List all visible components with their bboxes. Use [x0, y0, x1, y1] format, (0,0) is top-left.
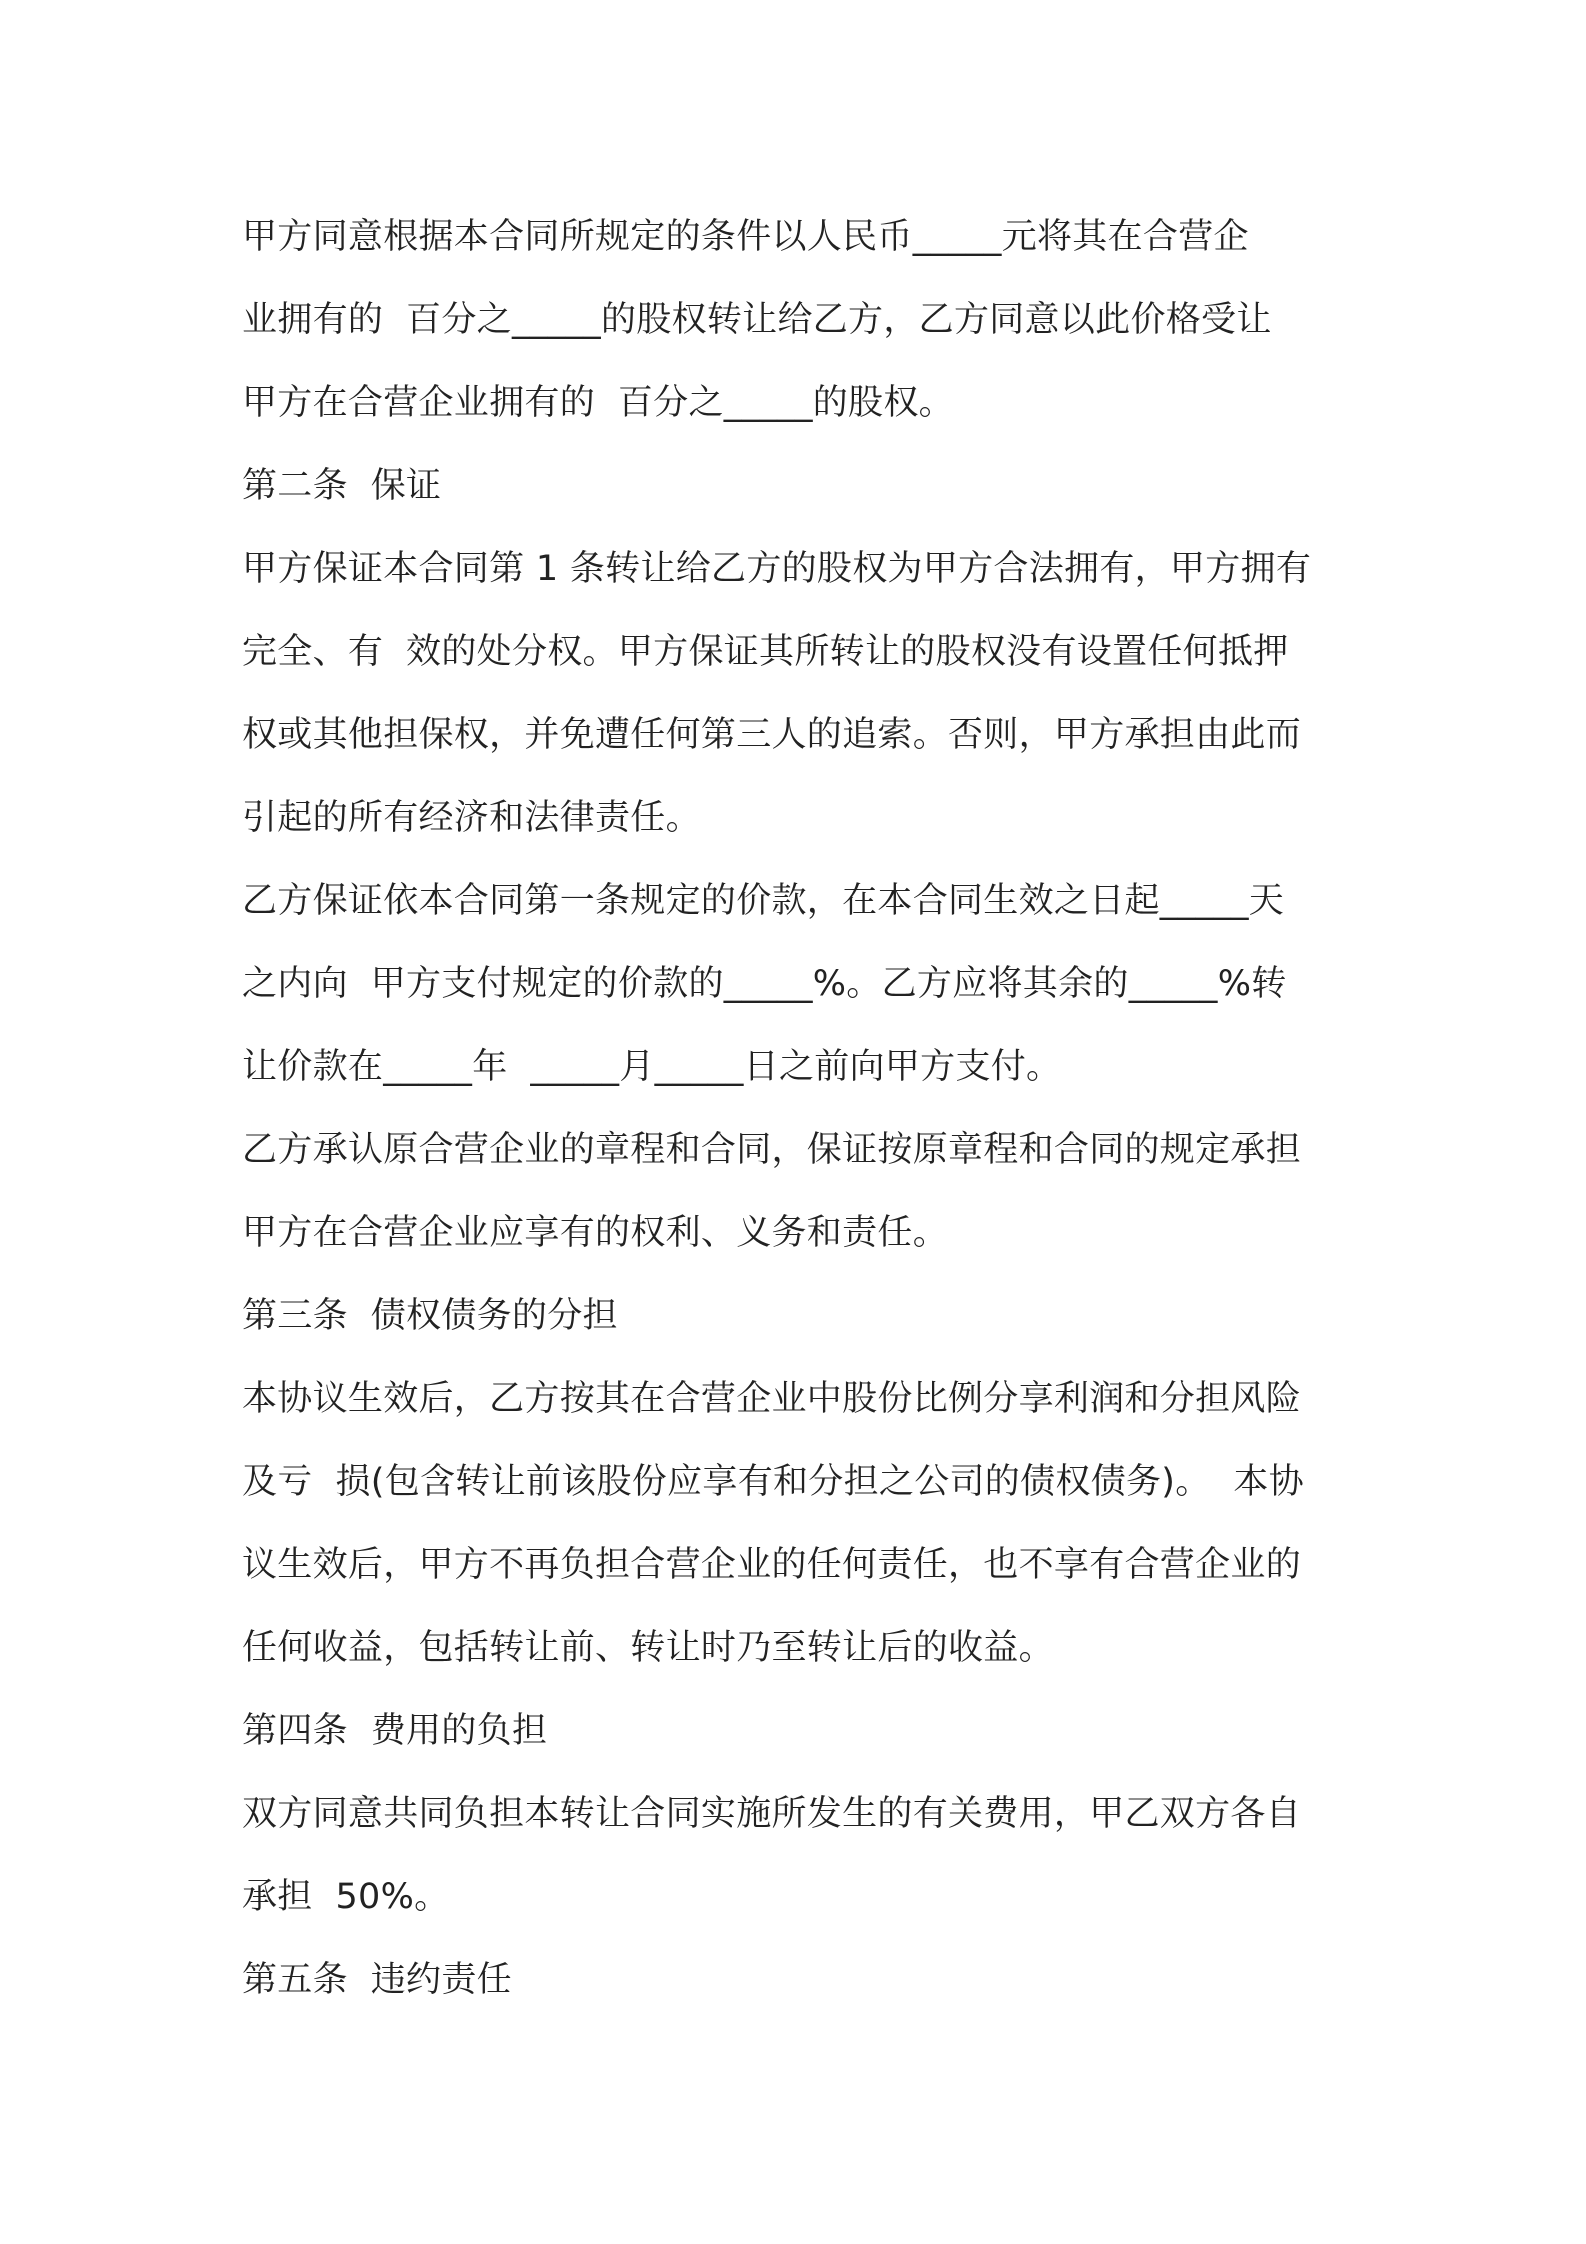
body-line: 双方同意共同负担本转让合同实施所发生的有关费用，甲乙双方各自: [242, 1794, 1302, 1834]
body-line: 乙方承认原合营企业的章程和合同，保证按原章程和合同的规定承担: [242, 1130, 1302, 1170]
body-line: 议生效后，甲方不再负担合营企业的任何责任，也不享有合营企业的: [242, 1545, 1302, 1585]
body-line: 引起的所有经济和法律责任。: [242, 798, 701, 838]
section-heading: 第五条 违约责任: [242, 1960, 512, 2000]
body-line: 甲方在合营企业应享有的权利、义务和责任。: [242, 1213, 949, 1253]
body-line: 本协议生效后，乙方按其在合营企业中股份比例分享利润和分担风险: [242, 1379, 1302, 1419]
body-line: 任何收益，包括转让前、转让时乃至转让后的收益。: [242, 1628, 1054, 1668]
body-line: 及亏 损(包含转让前该股份应享有和分担之公司的债权债务)。 本协: [242, 1462, 1305, 1502]
body-line: 业拥有的 百分之_____的股权转让给乙方，乙方同意以此价格受让: [242, 300, 1272, 340]
body-line: 甲方保证本合同第 1 条转让给乙方的股权为甲方合法拥有，甲方拥有: [242, 549, 1312, 589]
body-line: 完全、有 效的处分权。甲方保证其所转让的股权没有设置任何抵押: [242, 632, 1289, 672]
body-line: 承担 50%。: [242, 1877, 450, 1917]
document-body: [242, 196, 1357, 2022]
body-line: 甲方在合营企业拥有的 百分之_____的股权。: [242, 383, 954, 423]
body-line: 甲方同意根据本合同所规定的条件以人民币_____元将其在合营企: [242, 217, 1249, 257]
body-line: 乙方保证依本合同第一条规定的价款，在本合同生效之日起_____天: [242, 881, 1285, 921]
section-heading: 第四条 费用的负担: [242, 1711, 548, 1751]
body-line: 之内向 甲方支付规定的价款的_____%。乙方应将其余的_____%转: [242, 964, 1287, 1004]
section-heading: 第三条 债权债务的分担: [242, 1296, 618, 1336]
body-line: 让价款在_____年 _____月_____日之前向甲方支付。: [242, 1047, 1062, 1087]
section-heading: 第二条 保证: [242, 466, 442, 506]
body-line: 权或其他担保权，并免遭任何第三人的追索。否则，甲方承担由此而: [242, 715, 1302, 755]
